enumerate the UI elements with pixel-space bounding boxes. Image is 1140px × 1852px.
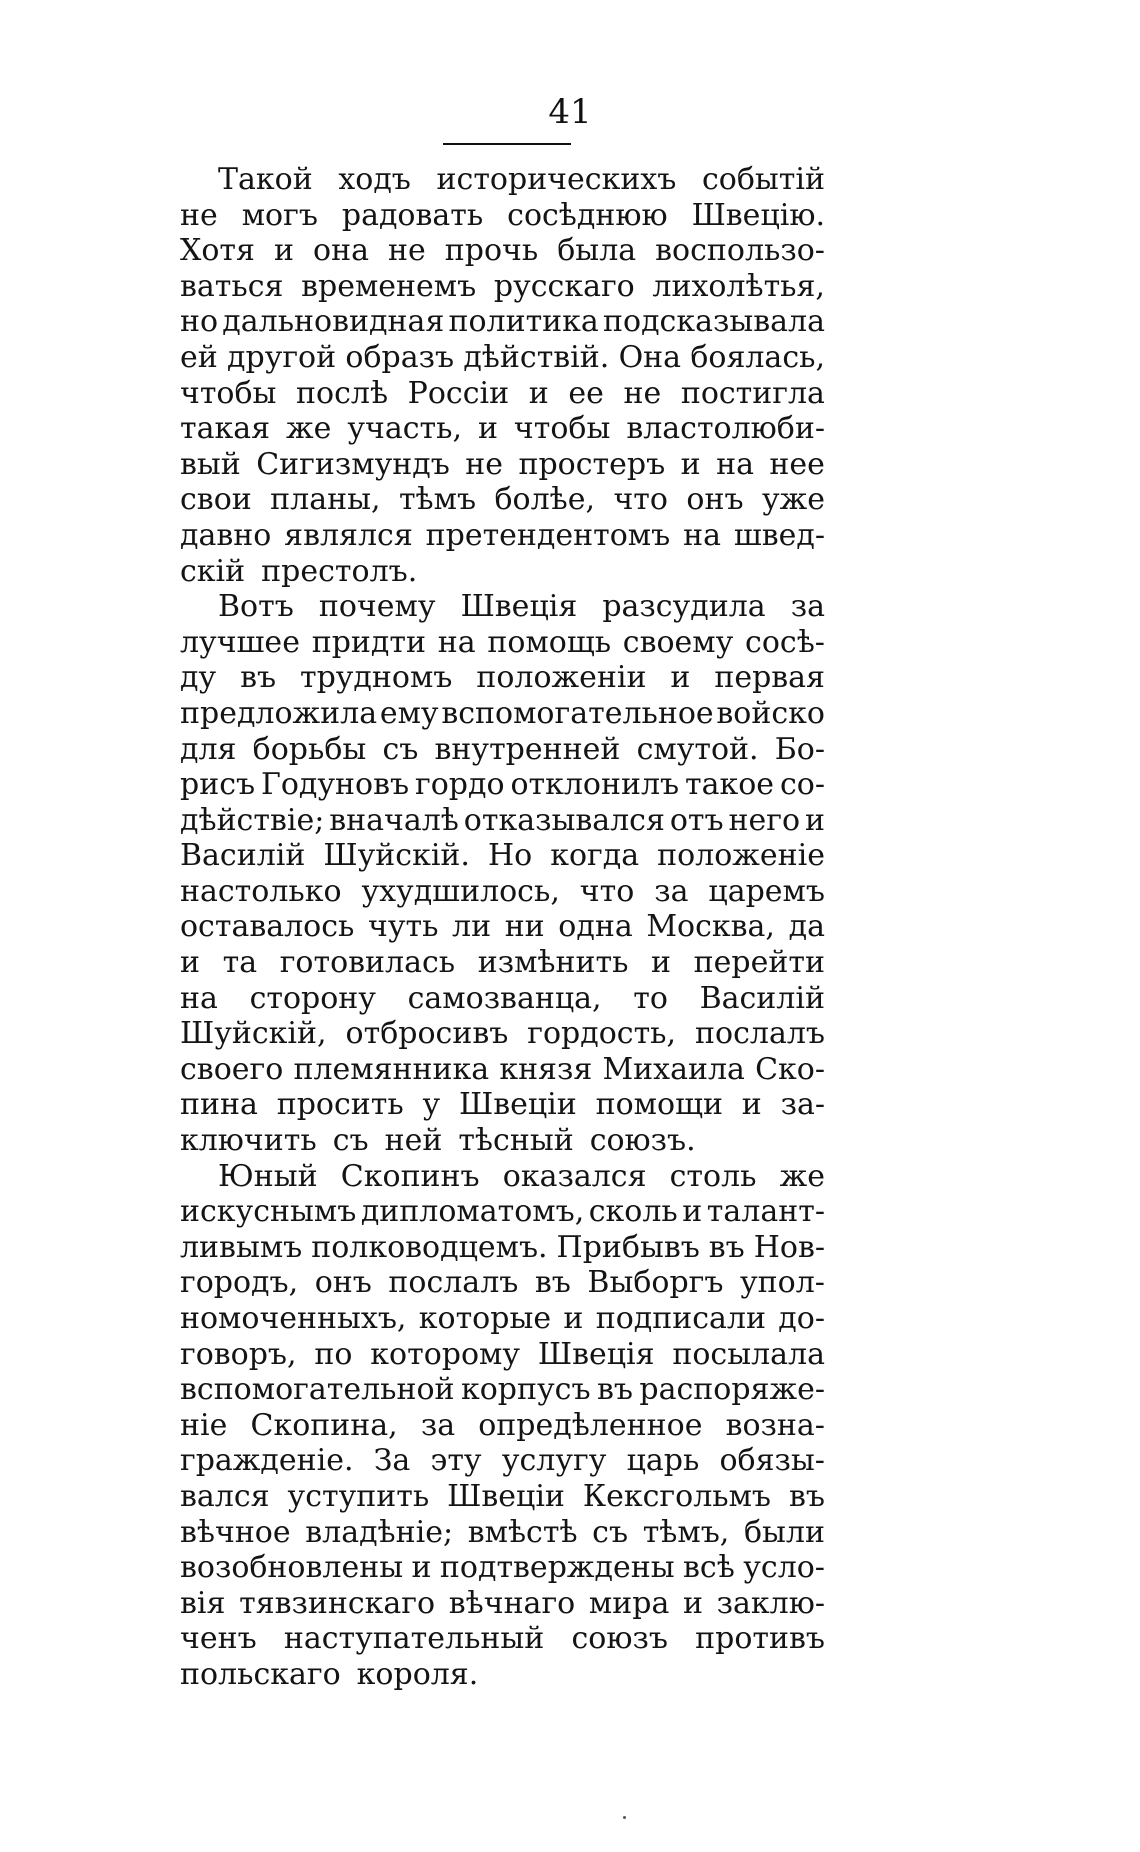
text-word: дѣйствіе; — [180, 802, 325, 838]
body-text — [180, 162, 825, 1693]
text-line — [180, 981, 825, 1017]
text-word: тѣсный — [458, 1123, 574, 1159]
text-word: историческихъ — [436, 162, 677, 197]
print-speck — [623, 1816, 626, 1819]
text-word: гордость, — [527, 1016, 677, 1052]
text-word: дипломатомъ, — [360, 1194, 585, 1230]
text-word: противъ — [695, 1621, 825, 1657]
text-word: претендентомъ — [425, 517, 671, 553]
text-word: политика — [448, 304, 599, 340]
text-word: измѣнить — [477, 945, 629, 981]
text-word: ду — [180, 660, 217, 696]
text-word: не — [388, 233, 426, 269]
text-word: да — [788, 909, 825, 945]
text-word: и — [804, 802, 825, 838]
text-word: Скопина, — [250, 1407, 398, 1443]
text-word: Михаила — [602, 1051, 745, 1087]
text-word: событій — [701, 162, 825, 197]
text-word: положеніи — [476, 660, 647, 696]
text-word: ли — [452, 909, 492, 945]
text-word: вмѣстѣ — [467, 1514, 578, 1550]
text-word: князя — [499, 1051, 593, 1087]
text-word: являлся — [284, 517, 413, 553]
text-word: и — [683, 1585, 703, 1621]
text-line — [180, 1657, 825, 1693]
text-word: же — [779, 1158, 825, 1194]
text-word: такая — [180, 411, 271, 447]
text-word: чуть — [367, 909, 439, 945]
text-word: отбросивъ — [345, 1016, 509, 1052]
text-line — [180, 1230, 825, 1266]
text-word: и — [411, 1550, 432, 1586]
page-number: 41 — [548, 92, 592, 132]
text-word: радовать — [341, 197, 484, 233]
text-word: Москва, — [646, 909, 775, 945]
text-word: были — [743, 1514, 825, 1550]
text-line — [180, 304, 825, 340]
text-word: возобновлены — [180, 1550, 404, 1586]
text-word: ней — [384, 1123, 443, 1159]
text-word: отказывался — [463, 802, 665, 838]
text-word: всѣ — [683, 1550, 735, 1586]
text-word: русскаго — [493, 268, 635, 304]
text-line — [180, 340, 825, 376]
text-word: вспомогательное — [441, 695, 714, 731]
text-word: гордо — [415, 767, 505, 803]
text-word: и — [528, 375, 549, 411]
text-word: не — [465, 446, 503, 482]
text-word: до- — [778, 1301, 825, 1336]
text-word: послалъ — [388, 1265, 519, 1301]
text-word: упол- — [740, 1265, 825, 1301]
text-word: которому — [370, 1336, 521, 1372]
text-word: не — [180, 197, 218, 233]
text-word: ключить — [180, 1123, 317, 1159]
text-word: полководцемъ. — [311, 1229, 548, 1265]
text-word: Она — [618, 339, 682, 375]
text-word: въ — [240, 660, 277, 696]
text-word: и — [273, 233, 294, 269]
text-word: возна- — [725, 1407, 825, 1443]
text-word: сколь — [588, 1194, 678, 1230]
text-word: такое — [685, 767, 775, 803]
text-line — [180, 909, 825, 945]
text-word: владѣніе; — [305, 1514, 454, 1550]
text-word: свои — [180, 482, 252, 518]
text-word: одна — [558, 909, 633, 945]
text-word: планы, — [270, 482, 381, 518]
text-word: союзъ — [571, 1621, 668, 1657]
text-word: престолъ. — [261, 553, 418, 589]
text-word: ее — [568, 375, 604, 411]
text-line — [180, 1479, 825, 1515]
text-word: Швеція — [537, 1336, 655, 1372]
text-line — [180, 1016, 825, 1052]
text-word: обязы- — [719, 1443, 825, 1479]
text-word: скій — [180, 553, 246, 589]
text-word: ваться — [180, 268, 284, 304]
text-word: вспомогательной — [180, 1372, 455, 1408]
text-word: ходъ — [338, 162, 411, 197]
text-line — [180, 1586, 825, 1622]
text-word: сосѣднюю — [507, 197, 668, 233]
text-word: ей — [180, 339, 218, 375]
text-word: давно — [180, 517, 272, 553]
text-word: вѣчнаго — [448, 1585, 576, 1621]
text-word: Вотъ — [218, 589, 294, 625]
text-word: Выборгъ — [587, 1265, 724, 1301]
text-word: Швеціи — [447, 1478, 565, 1514]
text-word: столь — [669, 1158, 757, 1194]
text-word: Швеція — [460, 589, 578, 625]
text-line — [180, 767, 825, 803]
text-word: ему — [379, 695, 439, 731]
text-word: могъ — [241, 197, 318, 233]
text-line — [180, 1372, 825, 1408]
text-word: на — [437, 624, 476, 660]
text-word: уже — [761, 482, 825, 518]
text-word: со- — [779, 767, 825, 803]
text-word: участь, — [347, 411, 462, 447]
text-line — [180, 589, 825, 625]
text-word: Бо- — [774, 731, 825, 767]
text-word: и — [563, 1301, 584, 1336]
text-line — [180, 660, 825, 696]
text-word: и — [477, 411, 498, 447]
text-line — [180, 1443, 825, 1479]
text-word: Юный — [218, 1158, 318, 1194]
text-word: гражденіе. — [180, 1443, 354, 1479]
text-word: Нов- — [753, 1229, 825, 1265]
text-word: и — [180, 945, 200, 981]
text-word: съ — [332, 1123, 369, 1159]
text-word: ухудшилось, — [361, 873, 560, 909]
text-line — [180, 1621, 825, 1657]
text-line — [180, 1194, 825, 1230]
text-word: подтверждены — [439, 1550, 675, 1586]
text-word: Сигизмундъ — [256, 446, 450, 482]
text-word: услугу — [501, 1443, 607, 1479]
text-word: смутой. — [636, 731, 759, 767]
text-word: чтобы — [180, 375, 277, 411]
text-line — [180, 162, 825, 198]
text-line — [180, 1301, 825, 1337]
text-word: Кексгольмъ — [582, 1478, 772, 1514]
text-word: городъ, — [180, 1265, 299, 1301]
text-word: онъ — [314, 1265, 372, 1301]
text-word: и — [682, 1194, 703, 1230]
text-word: на — [683, 517, 721, 553]
text-line — [180, 874, 825, 910]
text-word: въ — [596, 1372, 633, 1408]
text-line — [180, 696, 825, 732]
text-word: ніе — [180, 1407, 228, 1443]
text-word: для — [180, 731, 237, 767]
text-line — [180, 1052, 825, 1088]
text-word: что — [579, 873, 635, 909]
text-word: оставалось — [180, 909, 355, 945]
text-line — [180, 518, 825, 554]
text-word: Россіи — [407, 375, 510, 411]
text-word: Шуйскій, — [180, 1016, 327, 1052]
text-word: Василій — [180, 838, 306, 874]
text-word: тявзинскаго — [239, 1585, 436, 1621]
text-word: самозванца, — [407, 980, 602, 1016]
text-word: но — [180, 304, 219, 340]
text-word: заклю- — [716, 1585, 825, 1621]
text-word: лихолѣтья, — [652, 268, 825, 304]
text-word: Швецію. — [691, 197, 825, 233]
text-word: царь — [626, 1443, 700, 1479]
text-word: и — [741, 1087, 762, 1123]
text-word: вый — [180, 446, 241, 482]
text-word: Скопинъ — [340, 1158, 480, 1194]
text-word: за — [654, 873, 689, 909]
text-line — [180, 732, 825, 768]
text-word: по — [314, 1336, 353, 1372]
text-word: талант- — [706, 1194, 825, 1230]
text-word: ченъ — [180, 1621, 257, 1657]
text-word: и — [670, 660, 691, 696]
text-word: За — [373, 1443, 411, 1479]
text-word: Ско- — [755, 1051, 825, 1087]
text-word: первая — [714, 660, 825, 696]
text-word: подсказывала — [603, 304, 825, 340]
text-line — [180, 1123, 825, 1159]
text-word: просить — [276, 1087, 404, 1123]
text-line — [180, 447, 825, 483]
text-word: уступить — [287, 1478, 430, 1514]
text-word: чтобы — [513, 411, 611, 447]
text-word: отъ — [669, 802, 724, 838]
text-word: ни — [504, 909, 545, 945]
text-word: прочь — [444, 233, 539, 269]
text-word: временемъ — [301, 268, 477, 304]
text-word: ливымъ — [180, 1229, 303, 1265]
text-word: за — [790, 589, 825, 625]
text-word: когда — [550, 838, 640, 874]
text-line — [180, 1087, 825, 1123]
text-word: готовилась — [279, 945, 456, 981]
text-word: и — [651, 945, 672, 981]
text-word: Швеціи — [459, 1087, 577, 1123]
text-word: она — [313, 233, 369, 269]
text-word: которые — [418, 1301, 552, 1336]
text-word: и — [680, 446, 701, 482]
text-word: въ — [708, 1229, 745, 1265]
text-word: Но — [487, 838, 533, 874]
text-word: послалъ — [695, 1016, 825, 1052]
text-word: съ — [592, 1514, 629, 1550]
text-line — [180, 233, 825, 269]
text-word: онъ — [686, 482, 744, 518]
text-word: въ — [789, 1478, 825, 1514]
text-word: простеръ — [518, 446, 666, 482]
text-word: своего — [180, 1051, 284, 1087]
text-line — [180, 838, 825, 874]
text-word: распоряже- — [639, 1372, 825, 1408]
text-word: Такой — [218, 162, 313, 197]
text-word: борьбы — [252, 731, 367, 767]
text-word: въ — [534, 1265, 571, 1301]
text-word: придти — [311, 624, 426, 660]
text-line — [180, 1265, 825, 1301]
text-word: вѣчное — [180, 1514, 291, 1550]
text-word: искуснымъ — [180, 1194, 357, 1230]
text-word: воспользо- — [655, 233, 825, 269]
text-line — [180, 554, 825, 590]
text-word: дѣйствій. — [463, 339, 610, 375]
text-word: подписали — [595, 1301, 766, 1336]
text-word: Василій — [699, 980, 825, 1016]
text-word: то — [633, 980, 668, 1016]
text-word: тѣмъ, — [642, 1514, 730, 1550]
text-word: помощи — [595, 1087, 723, 1123]
text-word: сосѣ- — [745, 624, 825, 660]
text-word: боялась, — [690, 339, 825, 375]
text-word: была — [557, 233, 637, 269]
text-word: что — [613, 482, 668, 518]
text-line — [180, 945, 825, 981]
text-word: та — [222, 945, 258, 981]
text-word: послѣ — [296, 375, 389, 411]
text-word: пина — [180, 1087, 258, 1123]
text-word: настолько — [180, 873, 342, 909]
text-word: эту — [430, 1443, 482, 1479]
text-word: оказался — [502, 1158, 647, 1194]
text-line — [180, 1515, 825, 1551]
text-word: Хотя — [180, 233, 255, 269]
text-line — [180, 482, 825, 518]
text-word: мира — [588, 1585, 670, 1621]
text-word: союзъ. — [589, 1123, 696, 1159]
text-word: Прибывъ — [556, 1229, 700, 1265]
text-word: на — [180, 980, 218, 1016]
text-word: вался — [180, 1478, 270, 1514]
text-word: царемъ — [708, 873, 825, 909]
text-line — [180, 1159, 825, 1195]
text-word: помощь — [487, 624, 612, 660]
text-word: нее — [769, 446, 825, 482]
text-line — [180, 1337, 825, 1373]
text-line — [180, 411, 825, 447]
text-word: за- — [780, 1087, 825, 1123]
text-word: лучшее — [180, 624, 300, 660]
text-word: усло- — [743, 1550, 825, 1586]
text-word: племянника — [293, 1051, 490, 1087]
text-word: швед- — [733, 517, 825, 553]
text-word: него — [728, 802, 801, 838]
text-word: номоченныхъ, — [180, 1301, 407, 1336]
text-word: польскаго — [180, 1656, 341, 1692]
text-word: корпусъ — [460, 1372, 591, 1408]
text-word: съ — [382, 731, 419, 767]
text-line — [180, 625, 825, 661]
text-word: посылала — [672, 1336, 825, 1372]
text-word: положеніе — [657, 838, 825, 874]
text-word: рисъ — [180, 767, 256, 803]
text-line — [180, 198, 825, 234]
text-word: предложила — [180, 695, 378, 731]
text-word: отклонилъ — [510, 767, 680, 803]
text-line — [180, 376, 825, 412]
text-word: вначалѣ — [329, 802, 459, 838]
text-word: другой — [227, 339, 337, 375]
text-word: властолюби- — [626, 411, 825, 447]
text-word: своему — [622, 624, 734, 660]
text-word: же — [286, 411, 332, 447]
text-word: короля. — [356, 1656, 479, 1692]
text-word: говоръ, — [180, 1336, 297, 1372]
text-word: войско — [716, 695, 825, 731]
text-word: у — [422, 1087, 441, 1123]
text-word: разсудила — [602, 589, 766, 625]
text-word: дальновидная — [222, 304, 445, 340]
text-line — [180, 1408, 825, 1444]
text-word: Шуйскій. — [323, 838, 470, 874]
text-word: Годуновъ — [261, 767, 410, 803]
text-line — [180, 803, 825, 839]
text-word: образъ — [345, 339, 455, 375]
text-word: тѣмъ — [398, 482, 477, 518]
text-word: трудномъ — [299, 660, 453, 696]
text-line — [180, 1550, 825, 1586]
text-word: за — [420, 1407, 456, 1443]
text-word: постигла — [680, 375, 825, 411]
text-word: опредѣленное — [478, 1407, 703, 1443]
text-word: наступательный — [283, 1621, 545, 1657]
text-word: болѣе, — [494, 482, 596, 518]
text-word: внутренней — [434, 731, 621, 767]
text-word: не — [623, 375, 662, 411]
text-word: вія — [180, 1585, 226, 1621]
page-number-rule — [443, 143, 571, 145]
text-line — [180, 269, 825, 305]
text-word: на — [716, 446, 754, 482]
text-word: почему — [318, 589, 436, 625]
text-word: перейти — [693, 945, 825, 981]
text-word: сторону — [249, 980, 376, 1016]
